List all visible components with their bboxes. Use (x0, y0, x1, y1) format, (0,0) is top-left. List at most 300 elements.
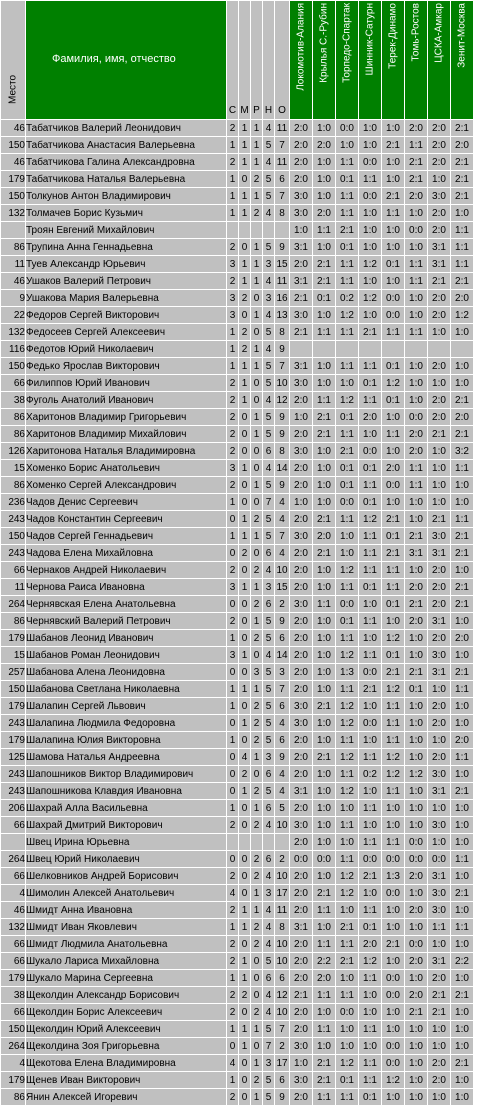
score-cell: 1:1 (359, 647, 382, 664)
score-cell: 1:0 (359, 1004, 382, 1021)
stat-cell: 7 (263, 494, 275, 511)
place-cell: 179 (1, 970, 26, 987)
place-cell: 179 (1, 698, 26, 715)
stat-cell: 1 (239, 1038, 251, 1055)
score-cell: 1:0 (313, 154, 336, 171)
place-cell: 22 (1, 307, 26, 324)
name-cell: Шелковников Андрей Борисович (26, 868, 227, 885)
stat-cell: 0 (239, 239, 251, 256)
stat-cell: 7 (275, 358, 290, 375)
stat-cell: 4 (275, 545, 290, 562)
table-row (1, 443, 474, 460)
stat-cell: 3 (251, 664, 263, 681)
stat-cell: 2 (227, 477, 239, 494)
stat-cell: 4 (263, 987, 275, 1004)
stat-cell: 15 (275, 579, 290, 596)
name-cell: Федосеев Сергей Алексеевич (26, 324, 227, 341)
table-row (1, 256, 474, 273)
score-cell: 2:0 (290, 647, 313, 664)
score-cell (359, 341, 382, 358)
score-cell: 2:0 (290, 970, 313, 987)
score-cell: 0:0 (405, 222, 428, 239)
stat-cell (275, 834, 290, 851)
stat-cell: 1 (227, 732, 239, 749)
score-cell: 1:1 (405, 137, 428, 154)
place-cell: 66 (1, 375, 26, 392)
score-cell: 3:1 (428, 953, 451, 970)
stat-cell: 2 (251, 596, 263, 613)
stat-cell: 2 (251, 171, 263, 188)
score-cell: 1:1 (359, 749, 382, 766)
name-cell: Янин Алексей Игоревич (26, 1089, 227, 1106)
score-cell: 2:0 (428, 1055, 451, 1072)
score-cell: 3:1 (290, 239, 313, 256)
score-cell: 2:1 (313, 1055, 336, 1072)
stat-cell: 1 (239, 256, 251, 273)
score-cell: 1:0 (359, 630, 382, 647)
name-cell: Шахрай Дмитрий Викторович (26, 817, 227, 834)
score-cell: 2:0 (290, 630, 313, 647)
stat-cell: 2 (251, 698, 263, 715)
score-cell: 1:0 (405, 392, 428, 409)
place-cell: 179 (1, 630, 26, 647)
stat-cell: 2 (227, 562, 239, 579)
score-cell: 0:0 (382, 1038, 405, 1055)
score-cell: 1:0 (290, 1055, 313, 1072)
score-cell: 2:1 (382, 511, 405, 528)
stat-cell: 0 (239, 868, 251, 885)
name-cell: Щеколдин Борис Алексеевич (26, 1004, 227, 1021)
stat-cell: 2 (251, 205, 263, 222)
score-cell: 2:0 (290, 766, 313, 783)
stat-cell: 2 (227, 953, 239, 970)
score-cell: 0:2 (336, 290, 359, 307)
score-cell: 1:0 (405, 205, 428, 222)
stat-cell: 3 (227, 307, 239, 324)
score-cell: 2:0 (451, 630, 474, 647)
score-cell: 1:0 (405, 919, 428, 936)
score-cell: 1:0 (428, 324, 451, 341)
score-cell: 0:1 (313, 290, 336, 307)
score-cell: 1:2 (382, 375, 405, 392)
score-cell: 1:2 (336, 783, 359, 800)
stat-cell: 1 (227, 494, 239, 511)
stat-cell: 0 (239, 307, 251, 324)
stat-cell: 1 (251, 1021, 263, 1038)
stat-cell: 4 (263, 902, 275, 919)
stat-cell: 3 (263, 1055, 275, 1072)
stat-cell: 6 (263, 800, 275, 817)
score-cell: 1:0 (382, 1021, 405, 1038)
score-cell: 0:0 (290, 851, 313, 868)
score-cell: 1:1 (359, 800, 382, 817)
score-cell: 1:1 (336, 732, 359, 749)
stat-cell: 2 (275, 1038, 290, 1055)
stat-cell: 8 (275, 919, 290, 936)
place-cell: 132 (1, 919, 26, 936)
score-cell: 2:2 (451, 953, 474, 970)
stat-cell: 10 (275, 868, 290, 885)
place-cell: 46 (1, 902, 26, 919)
score-cell: 2:1 (359, 681, 382, 698)
table-row (1, 783, 474, 800)
score-cell: 1:0 (451, 1038, 474, 1055)
score-cell: 3:1 (290, 358, 313, 375)
score-cell: 2:0 (290, 868, 313, 885)
score-cell: 2:0 (451, 290, 474, 307)
score-cell: 1:0 (428, 171, 451, 188)
score-cell: 2:0 (290, 579, 313, 596)
place-cell: 243 (1, 766, 26, 783)
score-cell: 2:0 (290, 834, 313, 851)
score-cell: 2:1 (451, 120, 474, 137)
stat-cell: 2 (251, 562, 263, 579)
score-cell: 2:1 (336, 222, 359, 239)
table-row (1, 936, 474, 953)
place-column-header (1, 1, 26, 120)
place-cell: 150 (1, 188, 26, 205)
place-cell: 179 (1, 171, 26, 188)
score-cell: 2:1 (428, 273, 451, 290)
score-cell: 2:1 (451, 1055, 474, 1072)
stat-cell: 1 (251, 273, 263, 290)
score-cell: 1:1 (382, 205, 405, 222)
score-cell: 0:0 (359, 154, 382, 171)
place-cell: 46 (1, 154, 26, 171)
score-cell: 1:1 (336, 579, 359, 596)
stat-cell: 5 (263, 358, 275, 375)
score-cell: 1:0 (382, 817, 405, 834)
score-cell: 1:1 (359, 970, 382, 987)
score-cell: 1:2 (359, 511, 382, 528)
name-cell: Харитонов Владимир Григорьевич (26, 409, 227, 426)
stat-cell: 1 (227, 528, 239, 545)
score-cell: 1:1 (336, 273, 359, 290)
stat-cell: 4 (275, 494, 290, 511)
table-row (1, 970, 474, 987)
score-cell: 1:0 (451, 324, 474, 341)
score-cell: 1:1 (382, 426, 405, 443)
score-cell: 1:0 (313, 715, 336, 732)
score-cell: 2:1 (451, 579, 474, 596)
stat-cell: 10 (275, 953, 290, 970)
score-cell: 1:0 (359, 732, 382, 749)
match-header: Крылья С.-Рубин (313, 1, 336, 120)
stat-cell: 1 (227, 919, 239, 936)
score-cell: 3:0 (290, 596, 313, 613)
place-cell: 150 (1, 528, 26, 545)
score-cell: 2:1 (313, 1072, 336, 1089)
stat-cell: 2 (239, 290, 251, 307)
score-cell: 2:0 (290, 902, 313, 919)
score-cell: 2:0 (428, 307, 451, 324)
stat-cell: 2 (227, 154, 239, 171)
score-cell: 1:3 (336, 664, 359, 681)
stat-cell: 17 (275, 1055, 290, 1072)
stat-cell: 3 (227, 460, 239, 477)
table-row (1, 222, 474, 239)
stat-cell: 5 (263, 630, 275, 647)
stat-cell: 4 (263, 120, 275, 137)
stat-cell: 5 (263, 528, 275, 545)
stat-cell: 5 (263, 732, 275, 749)
stat-cell: 1 (239, 511, 251, 528)
score-cell: 2:0 (428, 137, 451, 154)
score-cell: 0:0 (359, 851, 382, 868)
table-row (1, 868, 474, 885)
score-cell: 0:1 (359, 460, 382, 477)
score-cell: 1:1 (359, 1072, 382, 1089)
place-header-label: Место (7, 74, 19, 104)
place-cell: 11 (1, 256, 26, 273)
score-cell: 0:0 (382, 307, 405, 324)
score-cell: 1:1 (336, 358, 359, 375)
stat-cell: 0 (227, 783, 239, 800)
stat-cell: 1 (239, 647, 251, 664)
score-cell: 1:0 (405, 1089, 428, 1106)
stat-cell: 5 (263, 375, 275, 392)
stat-cell: 1 (239, 120, 251, 137)
score-cell: 1:1 (451, 851, 474, 868)
stat-cell: 11 (275, 120, 290, 137)
score-cell: 1:0 (428, 732, 451, 749)
score-cell: 1:0 (428, 834, 451, 851)
table-row (1, 715, 474, 732)
score-cell: 2:0 (382, 460, 405, 477)
score-cell: 2:1 (451, 188, 474, 205)
stat-cell: 8 (275, 443, 290, 460)
score-cell: 1:1 (359, 392, 382, 409)
name-cell: Шапошников Виктор Владимирович (26, 766, 227, 783)
score-cell: 2:1 (405, 154, 428, 171)
stat-cell (263, 834, 275, 851)
score-cell: 1:0 (359, 596, 382, 613)
score-cell: 1:2 (336, 885, 359, 902)
name-cell: Табатчиков Валерий Леонидович (26, 120, 227, 137)
stat-cell: 0 (239, 596, 251, 613)
stat-cell (239, 222, 251, 239)
score-cell: 2:1 (382, 188, 405, 205)
stat-cell: 0 (227, 715, 239, 732)
name-cell: Шалапина Юлия Викторовна (26, 732, 227, 749)
stat-cell: 11 (275, 902, 290, 919)
score-cell: 1:0 (451, 375, 474, 392)
stat-cell: 0 (251, 324, 263, 341)
stat-cell: 1 (227, 970, 239, 987)
match-header: Локомотив-Алания (290, 1, 313, 120)
stat-cell: 5 (263, 698, 275, 715)
score-cell: 1:1 (359, 477, 382, 494)
table-row (1, 511, 474, 528)
place-cell: 86 (1, 426, 26, 443)
name-cell: Харитонов Владимир Михайлович (26, 426, 227, 443)
score-cell: 0:0 (405, 834, 428, 851)
score-cell: 0:1 (359, 494, 382, 511)
stat-cell: 1 (227, 341, 239, 358)
name-cell: Фуголь Анатолий Иванович (26, 392, 227, 409)
score-cell: 3:1 (290, 919, 313, 936)
stat-cell: 6 (263, 596, 275, 613)
score-cell: 2:0 (290, 460, 313, 477)
score-cell: 1:0 (313, 494, 336, 511)
score-cell: 2:0 (290, 511, 313, 528)
table-row (1, 579, 474, 596)
score-cell: 0:1 (359, 1089, 382, 1106)
stat-cell: 0 (251, 545, 263, 562)
stat-cell: 3 (275, 664, 290, 681)
table-row (1, 528, 474, 545)
stat-cell: 1 (251, 749, 263, 766)
stat-cell: 0 (239, 426, 251, 443)
score-cell: 1:0 (428, 1021, 451, 1038)
stat-cell: 0 (227, 766, 239, 783)
table-row (1, 749, 474, 766)
score-cell: 1:0 (405, 494, 428, 511)
score-cell: 1:0 (313, 171, 336, 188)
score-cell: 1:0 (313, 664, 336, 681)
stat-cell: 7 (275, 188, 290, 205)
score-cell: 3:0 (428, 766, 451, 783)
stat-cell: 0 (239, 885, 251, 902)
place-cell: 66 (1, 936, 26, 953)
stat-cell: 1 (251, 120, 263, 137)
score-cell: 1:0 (359, 239, 382, 256)
stat-cell: 9 (275, 1089, 290, 1106)
score-cell: 2:0 (290, 477, 313, 494)
match-header: Шинник-Сатурн (359, 1, 382, 120)
stat-cell: 5 (263, 681, 275, 698)
score-cell: 3:0 (290, 375, 313, 392)
score-cell: 2:0 (428, 562, 451, 579)
stat-cell: 4 (263, 647, 275, 664)
score-cell: 1:0 (451, 1072, 474, 1089)
stat-cell: 6 (275, 970, 290, 987)
score-cell: 1:1 (382, 562, 405, 579)
stat-cell (263, 222, 275, 239)
score-cell: 1:1 (382, 715, 405, 732)
table-row (1, 545, 474, 562)
stat-cell: 5 (263, 783, 275, 800)
stat-cell: 9 (275, 749, 290, 766)
place-cell: 150 (1, 681, 26, 698)
score-cell: 3:1 (428, 868, 451, 885)
table-row (1, 885, 474, 902)
stat-cell: 10 (275, 817, 290, 834)
stat-cell: 2 (227, 868, 239, 885)
score-cell: 2:1 (336, 443, 359, 460)
stat-cell: 2 (227, 409, 239, 426)
stat-cell: 4 (275, 715, 290, 732)
score-cell: 1:0 (359, 885, 382, 902)
stat-cell: 2 (251, 715, 263, 732)
stat-cell: 2 (239, 545, 251, 562)
score-cell: 1:1 (359, 358, 382, 375)
score-cell: 1:0 (405, 698, 428, 715)
score-cell: 2:1 (405, 596, 428, 613)
score-cell: 0:1 (382, 358, 405, 375)
score-cell: 2:0 (290, 120, 313, 137)
stat-cell: 4 (275, 783, 290, 800)
name-column-header (26, 1, 227, 120)
stat-cell: 0 (251, 392, 263, 409)
score-cell: 1:2 (336, 1055, 359, 1072)
score-cell: 1:1 (313, 1089, 336, 1106)
score-cell: 1:0 (313, 783, 336, 800)
stat-cell: 12 (275, 987, 290, 1004)
score-cell: 1:0 (313, 919, 336, 936)
stat-cell: 4 (263, 936, 275, 953)
score-cell: 1:0 (336, 800, 359, 817)
table-row (1, 426, 474, 443)
score-cell: 2:0 (290, 885, 313, 902)
stat-cell: 2 (251, 851, 263, 868)
stat-cell: 4 (263, 273, 275, 290)
stat-cell: 4 (263, 154, 275, 171)
score-cell: 1:1 (336, 205, 359, 222)
score-cell: 1:0 (382, 273, 405, 290)
score-cell: 3:0 (290, 817, 313, 834)
score-cell: 1:0 (313, 307, 336, 324)
score-cell: 1:0 (313, 460, 336, 477)
table-row (1, 630, 474, 647)
stat-cell: 1 (239, 902, 251, 919)
stat-cell: 1 (227, 205, 239, 222)
stat-cell: 1 (251, 902, 263, 919)
score-cell: 2:1 (313, 409, 336, 426)
score-cell: 1:0 (451, 817, 474, 834)
score-cell: 2:0 (405, 613, 428, 630)
name-cell: Табатчикова Анастасия Валерьевна (26, 137, 227, 154)
score-cell: 1:1 (451, 681, 474, 698)
table-row (1, 800, 474, 817)
score-cell: 2:1 (451, 528, 474, 545)
score-cell: 1:0 (313, 834, 336, 851)
score-cell: 1:0 (451, 647, 474, 664)
table-row (1, 647, 474, 664)
stat-cell: 1 (251, 426, 263, 443)
stat-cell: 1 (251, 613, 263, 630)
stat-cell: 3 (263, 290, 275, 307)
stat-cell: 5 (263, 1021, 275, 1038)
stat-cell: 5 (263, 426, 275, 443)
score-cell: 2:1 (313, 256, 336, 273)
score-cell: 1:0 (405, 239, 428, 256)
table-row (1, 664, 474, 681)
score-cell: 1:0 (313, 732, 336, 749)
table-row (1, 375, 474, 392)
score-cell (313, 341, 336, 358)
table-row (1, 205, 474, 222)
score-cell: 2:1 (382, 137, 405, 154)
stat-cell: 2 (251, 919, 263, 936)
stat-cell: 0 (227, 596, 239, 613)
stat-cell: 8 (275, 205, 290, 222)
score-cell: 2:1 (428, 511, 451, 528)
score-cell: 1:1 (359, 902, 382, 919)
score-cell: 0:0 (382, 987, 405, 1004)
score-cell: 2:1 (428, 987, 451, 1004)
score-cell: 0:0 (382, 477, 405, 494)
stat-cell: 5 (263, 324, 275, 341)
score-cell: 1:0 (313, 239, 336, 256)
score-cell: 1:0 (359, 783, 382, 800)
score-cell: 1:0 (405, 970, 428, 987)
stat-cell: 1 (239, 919, 251, 936)
place-cell: 66 (1, 1004, 26, 1021)
stat-cell: 5 (275, 800, 290, 817)
place-cell: 179 (1, 1072, 26, 1089)
score-cell: 0:0 (359, 443, 382, 460)
